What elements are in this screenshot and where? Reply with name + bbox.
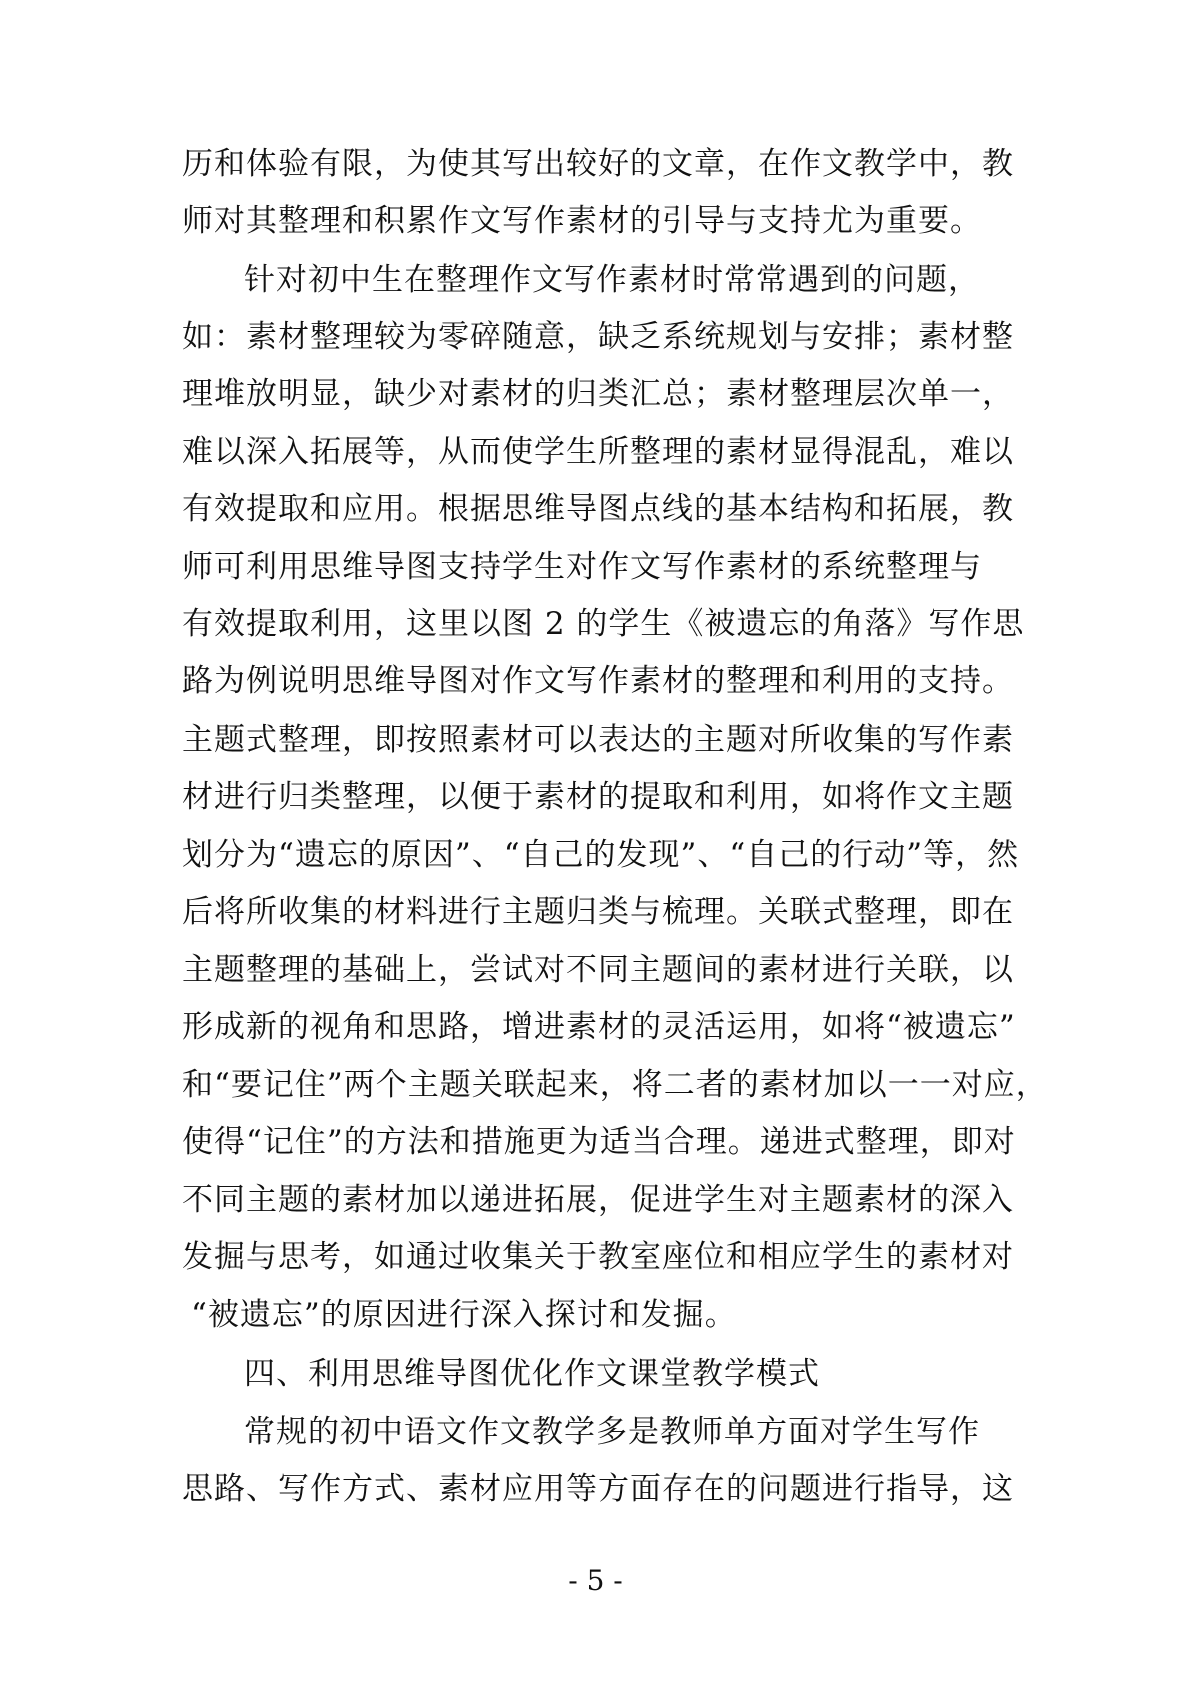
text-line: 不同主题的素材加以递进拓展，促进学生对主题素材的深入 bbox=[182, 1182, 1014, 1218]
text-line: 有效提取和应用。根据思维导图点线的基本结构和拓展，教 bbox=[182, 491, 1014, 527]
text-line: 思路、写作方式、素材应用等方面存在的问题进行指导，这 bbox=[182, 1471, 1014, 1507]
text-line: 材进行归类整理，以便于素材的提取和利用，如将作文主题 bbox=[182, 779, 1014, 815]
text-line: 历和体验有限，为使其写出较好的文章，在作文教学中，教 bbox=[182, 146, 1014, 182]
text-line: 主题式整理，即按照素材可以表达的主题对所收集的写作素 bbox=[182, 722, 1014, 758]
text-line: 理堆放明显，缺少对素材的归类汇总；素材整理层次单一， bbox=[182, 376, 1014, 412]
page-number: - 5 - bbox=[568, 1564, 623, 1597]
text-line: 主题整理的基础上，尝试对不同主题间的素材进行关联，以 bbox=[182, 952, 1014, 988]
text-line: 如：素材整理较为零碎随意，缺乏系统规划与安排；素材整 bbox=[182, 319, 1014, 355]
text-line: 难以深入拓展等，从而使学生所整理的素材显得混乱，难以 bbox=[182, 434, 1014, 470]
text-line: “被遗忘”的原因进行深入探讨和发掘。 bbox=[191, 1297, 737, 1333]
paragraph-first-line: 针对初中生在整理作文写作素材时常常遇到的问题， bbox=[244, 262, 980, 298]
paragraph-first-line: 常规的初中语文作文教学多是教师单方面对学生写作 bbox=[244, 1414, 980, 1450]
text-line: 发掘与思考，如通过收集关于教室座位和相应学生的素材对 bbox=[182, 1239, 1014, 1275]
text-line: 使得“记住”的方法和措施更为适当合理。递进式整理，即对 bbox=[182, 1124, 1016, 1160]
text-line: 后将所收集的材料进行主题归类与梳理。关联式整理，即在 bbox=[182, 894, 1014, 930]
text-line: 形成新的视角和思路，增进素材的灵活运用，如将“被遗忘” bbox=[182, 1009, 1016, 1045]
text-line: 师可利用思维导图支持学生对作文写作素材的系统整理与 bbox=[182, 549, 982, 585]
text-line: 和“要记住”两个主题关联起来，将二者的素材加以一一对应， bbox=[182, 1067, 1048, 1103]
section-heading: 四、利用思维导图优化作文课堂教学模式 bbox=[244, 1356, 820, 1392]
text-line: 路为例说明思维导图对作文写作素材的整理和利用的支持。 bbox=[182, 663, 1014, 699]
text-line: 有效提取利用，这里以图 2 的学生《被遗忘的角落》写作思 bbox=[182, 606, 1025, 642]
text-line: 师对其整理和积累作文写作素材的引导与支持尤为重要。 bbox=[182, 203, 982, 239]
text-line: 划分为“遗忘的原因”、“自己的发现”、“自己的行动”等，然 bbox=[182, 837, 1020, 873]
